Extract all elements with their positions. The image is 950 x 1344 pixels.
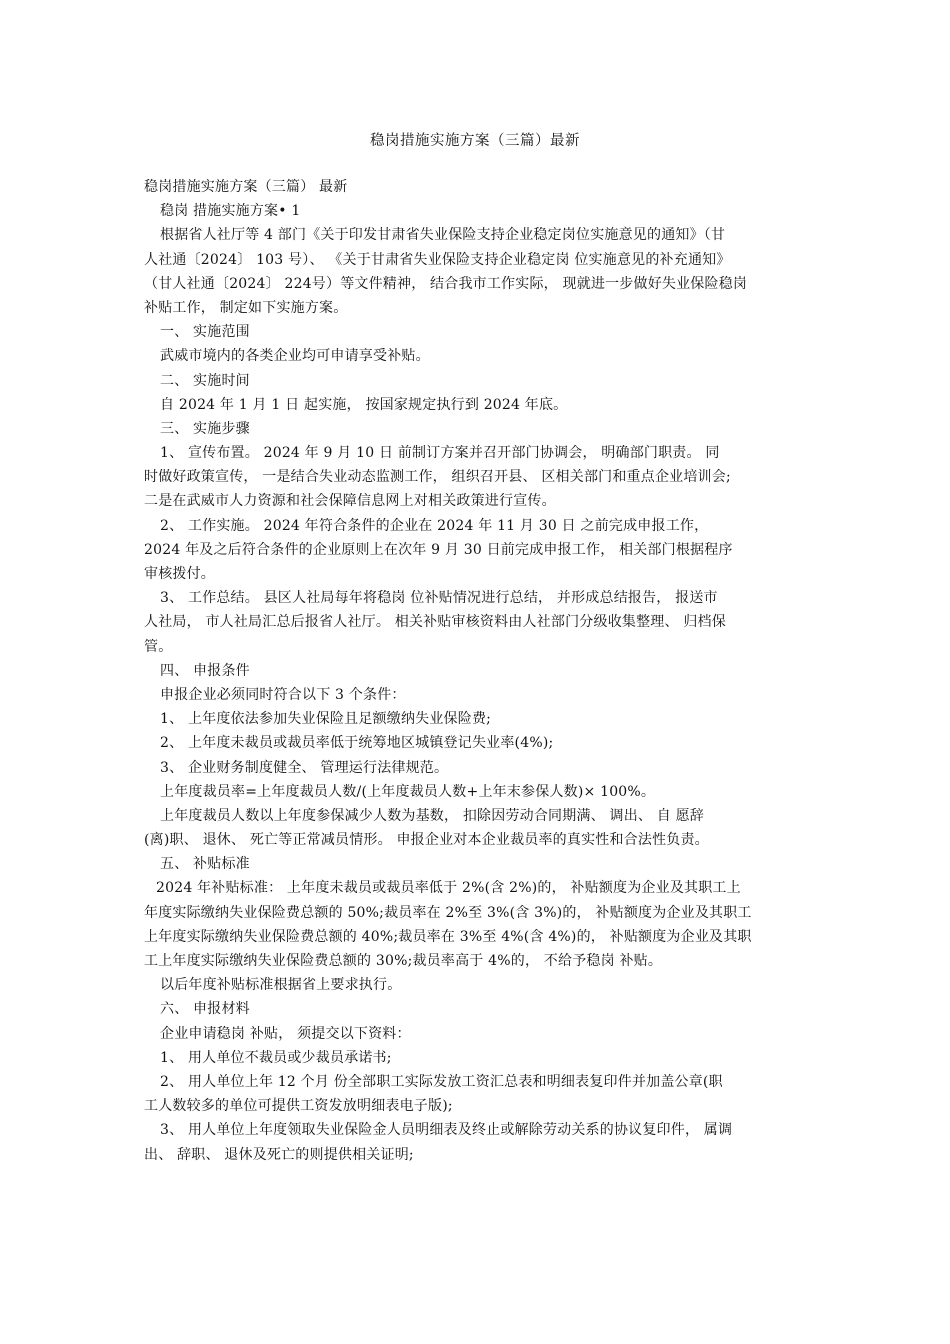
text-line: 审核拨付。: [144, 566, 215, 582]
text-line: 1、 宣传布置。 2024 年 9 月 10 日 前制订方案并召开部门协调会， 明确部门职责。 同: [160, 445, 720, 462]
text-line: 申报企业必须同时符合以下 3 个条件：: [160, 686, 406, 703]
text-line: 二是在武威市人力资源和社会保障信息网上对相关政策进行宣传。: [144, 493, 556, 510]
text-line: 年度实际缴纳失业保险费总额的 50%;裁员率在 2%至 3%(含 3%)的， 补贴额度为企业及其职工: [144, 904, 752, 921]
document-body: [144, 175, 814, 1167]
text-line: 武威市境内的各类企业均可申请享受补贴。: [160, 348, 430, 365]
text-line: 2、 上年度未裁员或裁员率低于统筹地区城镇登记失业率(4%);: [160, 735, 554, 752]
text-line: 五、 补贴标准: [160, 856, 250, 873]
text-line: 3、 用人单位上年度领取失业保险金人员明细表及终止或解除劳动关系的协议复印件， 属调: [160, 1122, 733, 1139]
text-line: 四、 申报条件: [160, 662, 250, 679]
text-line: （甘人社通〔2024〕 224号）等文件精神， 结合我市工作实际， 现就进一步做好失业保险稳岗: [144, 275, 748, 292]
text-line: 上年度实际缴纳失业保险费总额的 40%;裁员率在 3%至 4%(含 4%)的， 补贴额度为企业及其职: [144, 928, 752, 945]
text-line: 工上年度实际缴纳失业保险费总额的 30%;裁员率高于 4%的， 不给予稳岗 补贴。: [144, 953, 663, 969]
text-line: 管。: [144, 638, 173, 655]
text-line: 自 2024 年 1 月 1 日 起实施， 按国家规定执行到 2024 年底。: [160, 396, 568, 413]
text-line: 工人数较多的单位可提供工资发放明细表电子版);: [144, 1098, 453, 1115]
text-line: 上年度裁员率=上年度裁员人数/(上年度裁员人数+上年末参保人数)× 100%。: [160, 783, 656, 800]
text-line: 稳岗 措施实施方案• 1: [160, 203, 301, 220]
text-line: 2、 工作实施。 2024 年符合条件的企业在 2024 年 11 月 30 日 之前完成申报工作，: [160, 517, 709, 534]
text-line: 3、 工作总结。 县区人社局每年将稳岗 位补贴情况进行总结， 并形成总结报告， 报送市: [160, 590, 718, 607]
text-line: 人社局， 市人社局汇总后报省人社厅。 相关补贴审核资料由人社部门分级收集整理、 归档保: [144, 614, 726, 631]
text-line: 三、 实施步骤: [160, 420, 250, 437]
text-line: 3、 企业财务制度健全、 管理运行法律规范。: [160, 759, 449, 776]
text-line: 1、 上年度依法参加失业保险且足额缴纳失业保险费;: [160, 711, 492, 728]
text-line: 人社通〔2024〕 103 号）、 《关于甘肃省失业保险支持企业稳定岗 位实施意见的补充通知》: [144, 251, 731, 268]
text-line: 根据省人社厅等 4 部门《关于印发甘肃省失业保险支持企业稳定岗位实施意见的通知》（甘: [160, 227, 726, 244]
text-line: 以后年度补贴标准根据省上要求执行。: [160, 977, 402, 994]
page-title: 稳岗措施实施方案（三篇）最新: [370, 133, 580, 149]
text-line: 补贴工作， 制定如下实施方案。: [144, 299, 348, 316]
text-line: 一、 实施范围: [160, 324, 250, 341]
text-line: 1、 用人单位不裁员或少裁员承诺书;: [160, 1049, 392, 1066]
text-line: 2024 年及之后符合条件的企业原则上在次年 9 月 30 日前完成申报工作， 相关部门根据程序: [144, 541, 733, 558]
text-line: 企业申请稳岗 补贴， 须提交以下资料：: [160, 1025, 411, 1042]
text-line: 2024 年补贴标准： 上年度未裁员或裁员率低于 2%(含 2%)的， 补贴额度为企业及其职工上: [156, 880, 741, 897]
text-line: 二、 实施时间: [160, 372, 250, 389]
text-line: 上年度裁员人数以上年度参保减少人数为基数， 扣除因劳动合同期满、 调出、 自 愿辞: [160, 807, 704, 824]
text-line: 稳岗措施实施方案（三篇） 最新: [144, 179, 348, 195]
text-line: 2、 用人单位上年 12 个月 份全部职工实际发放工资汇总表和明细表复印件并加盖公章(职: [160, 1073, 723, 1090]
text-line: 出、 辞职、 退休及死亡的则提供相关证明;: [144, 1146, 414, 1163]
text-line: (离)职、 退休、 死亡等正常减员情形。 申报企业对本企业裁员率的真实性和合法性负责。: [144, 832, 709, 849]
text-line: 时做好政策宣传， 一是结合失业动态监测工作， 组织召开县、 区相关部门和重点企业培训会;: [144, 469, 731, 486]
text-line: 六、 申报材料: [160, 1001, 250, 1018]
